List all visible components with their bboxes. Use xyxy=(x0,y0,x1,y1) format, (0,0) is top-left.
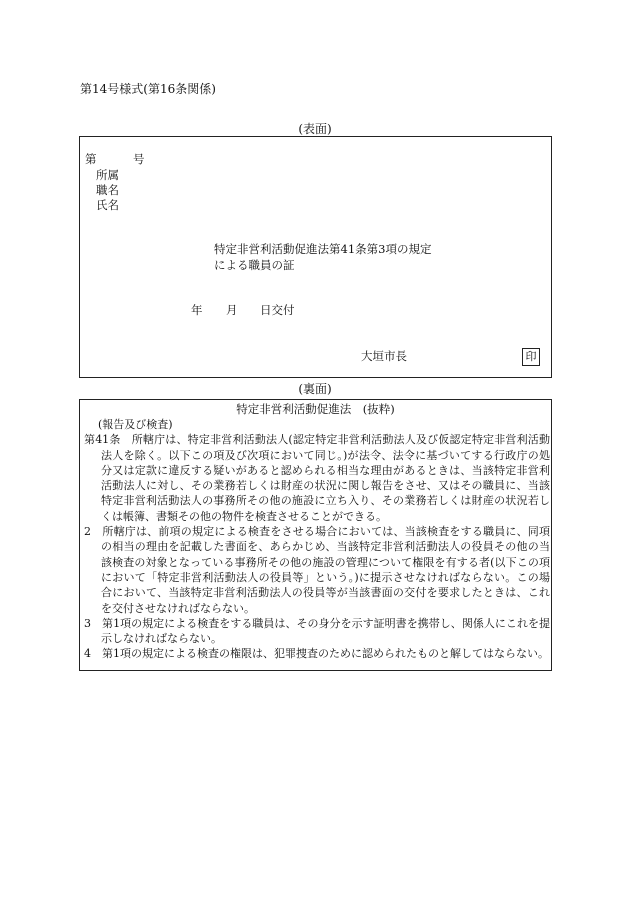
article-41-paragraph-4: 4 第1項の規定による検査の権限は、犯罪捜査のために認められたものと解してはならない。 xyxy=(84,647,549,661)
position-label: 職名 xyxy=(96,183,119,197)
issue-year-label: 年 xyxy=(191,303,203,317)
issuer-title: 大垣市長 xyxy=(361,349,407,363)
article-41-paragraph-2: 2 所轄庁は、前項の規定による検査をさせる場合においては、当該検査をする職員に、同項の相当の理由を記載した書面を、あらかじめ、当該特定非営利活動法人の役員その他の当該検査の対象となっている事務所その他の施設の管理について権限を有する者(以下この項において「特定非営利活動法人の役員等」という。)に提示させなければならない。この場合において、当該特定非営利活動法人の役員等が当該書面の交付を要求したときは、これを交付させなければならない。 xyxy=(84,525,550,615)
name-label: 氏名 xyxy=(96,198,119,212)
certificate-title-line1: 特定非営利活動促進法第41条第3項の規定 xyxy=(214,242,432,256)
number-prefix: 第 xyxy=(85,152,97,166)
certificate-title-line2: による職員の証 xyxy=(214,258,295,272)
front-side-label: (表面) xyxy=(298,122,332,136)
article-41-paragraph-1: 第41条 所轄庁は、特定非営利活動法人(認定特定非営利活動法人及び仮認定特定非営利活動法人を除く。以下この項及び次項において同じ。)が法令、法令に基づいてする行政庁の処分又は定款に違反する疑いがあると認められる相当な理由があるときは、当該特定非営利活動法人に対し、その業務若しくは財産の状況に関し報告をさせ、又はその職員に、当該特定非営利活動法人の事務所その他の施設に立ち入り、その業務若しくは財産の状況若しくは帳簿、書類その他の物件を検査させることができる。 xyxy=(84,433,550,523)
excerpt-body xyxy=(84,417,550,662)
back-side-label: (裏面) xyxy=(298,382,332,396)
issue-day-label: 日交付 xyxy=(260,303,295,317)
article-41-paragraph-3: 3 第1項の規定による検査をする職員は、その身分を示す証明書を携帯し、関係人にこれを提示しなければならない。 xyxy=(84,616,550,646)
article-heading: (報告及び検査) xyxy=(98,418,173,431)
form-title: 第14号様式(第16条関係) xyxy=(80,82,216,96)
issue-month-label: 月 xyxy=(226,303,238,317)
seal-box: 印 xyxy=(522,348,540,366)
excerpt-title: 特定非営利活動促進法 (抜粋) xyxy=(236,402,395,416)
front-card xyxy=(79,136,552,378)
back-card xyxy=(79,399,552,671)
number-suffix: 号 xyxy=(133,152,145,166)
affiliation-label: 所属 xyxy=(96,168,119,182)
